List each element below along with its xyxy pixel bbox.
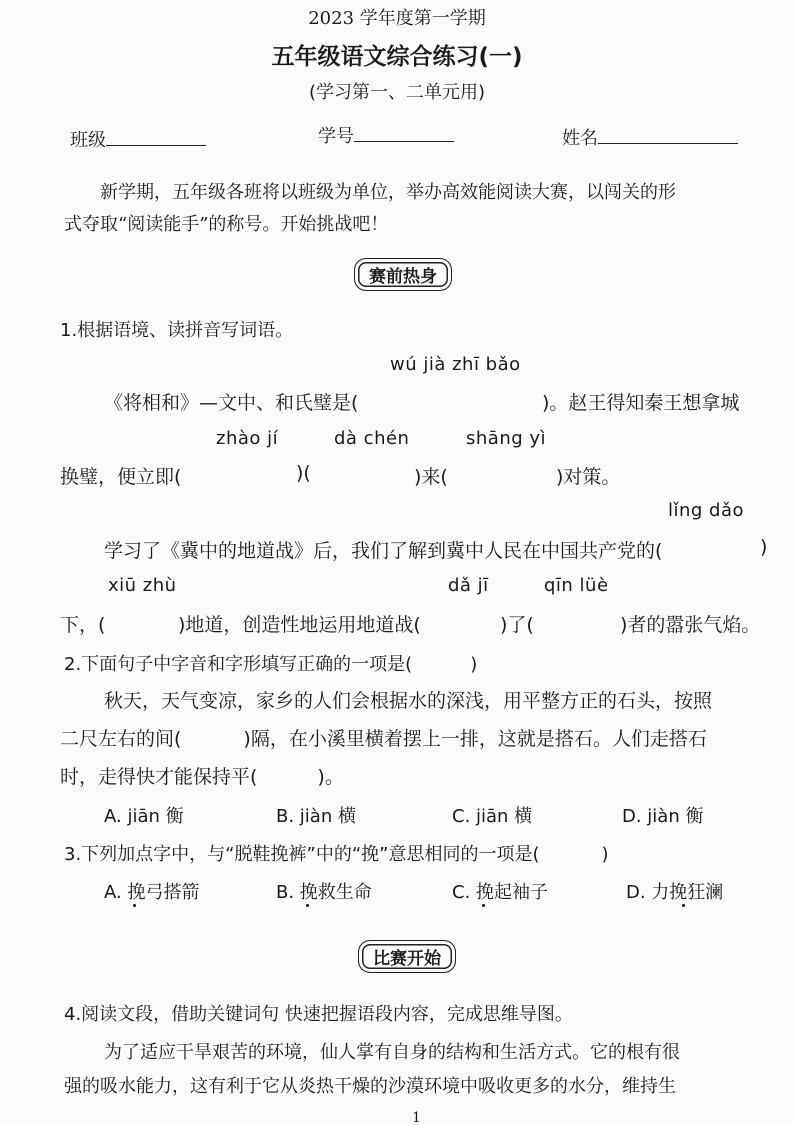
q1-pinyin-3: lǐng dǎo <box>668 500 745 521</box>
q2-heading <box>64 650 477 676</box>
q1-line-2c: )来( <box>414 466 448 488</box>
q1-line-2a: 换璧，便立即( <box>60 466 182 488</box>
q1-pinyin-4b: dǎ jī <box>448 575 489 596</box>
q2-passage-3a: 时，走得快才能保持平( <box>60 766 258 788</box>
q1-pinyin-1: wú jià zhī bǎo <box>390 354 521 375</box>
q4-passage-2: 强的吸水能力，这有利于它从炎热干燥的沙漠环境中吸收更多的水分，维持生 <box>64 1076 676 1097</box>
emphasis-dot-d <box>682 904 685 907</box>
q2-option-d[interactable]: D. jiàn 衡 <box>622 806 704 827</box>
name-field <box>562 124 738 150</box>
intro-line-1: 新学期，五年级各班将以班级为单位，举办高效能阅读大赛，以闯关的形 <box>100 182 676 203</box>
q1-line-4b: )地道，创造性地运用地道战( <box>178 614 421 636</box>
page-title: 五年级语文综合练习(一) <box>271 44 523 70</box>
q2-passage-3 <box>60 762 344 789</box>
q2-passage-3b: )。 <box>317 766 344 788</box>
page-number: 1 <box>412 1110 421 1126</box>
q1-pinyin-2b: dà chén <box>334 428 410 449</box>
emphasis-dot-b <box>306 904 309 907</box>
name-blank[interactable] <box>598 127 738 144</box>
number-field <box>318 122 454 148</box>
intro-line-2: 式夺取“阅读能手”的称号。开始挑战吧！ <box>64 214 389 235</box>
q3-heading-close: ) <box>601 844 609 865</box>
q1-line-1b: )。赵王得知秦王想拿城 <box>542 392 740 414</box>
q1-line-1a: 《将相和》—文中、和氏璧是( <box>104 392 359 414</box>
q1-heading: 1.根据语境、读拼音写词语。 <box>60 320 294 341</box>
class-blank[interactable] <box>106 129 206 146</box>
q2-heading-text: 2.下面句子中字音和字形填写正确的一项是( <box>64 654 413 675</box>
q2-passage-2a: 二尺左右的间( <box>60 728 182 750</box>
q1-line-4c: )了( <box>500 614 534 636</box>
section-badge-contest: 比赛开始 <box>358 940 456 973</box>
page-subtitle: (学习第一、二单元用) <box>308 82 486 103</box>
q2-passage-2b: )隔，在小溪里横着摆上一排，这就是搭石。人们走搭石 <box>243 728 707 750</box>
q3-heading-text: 3.下列加点字中，与“脱鞋挽裤”中的“挽”意思相同的一项是( <box>64 844 540 865</box>
name-label: 姓名 <box>562 128 598 149</box>
q1-line-2d: )对策。 <box>556 466 621 488</box>
q2-heading-close: ) <box>470 654 478 675</box>
section-badge-warmup: 赛前热身 <box>354 258 452 291</box>
q1-line-3b: ) <box>760 536 768 558</box>
q2-option-c[interactable]: C. jiān 横 <box>452 806 533 827</box>
emphasis-dot-a <box>133 904 136 907</box>
q3-heading <box>64 840 609 866</box>
q3-option-c[interactable]: C. 挽起袖子 <box>452 882 549 903</box>
q4-passage-1: 为了适应干旱艰苦的环境，仙人掌有自身的结构和生活方式。它的根有很 <box>104 1042 680 1063</box>
q2-passage-2 <box>60 724 707 751</box>
number-blank[interactable] <box>354 125 454 142</box>
q1-pinyin-4a: xiū zhù <box>108 575 177 596</box>
q1-line-3a: 学习了《冀中的地道战》后，我们了解到冀中人民在中国共产党的( <box>104 540 663 562</box>
q2-option-b[interactable]: B. jiàn 横 <box>276 806 356 827</box>
emphasis-dot-c <box>482 904 485 907</box>
q3-option-b[interactable]: B. 挽救生命 <box>276 882 372 903</box>
q1-line-4a: 下，( <box>60 614 106 636</box>
q1-pinyin-4c: qīn lüè <box>544 575 609 596</box>
number-label: 学号 <box>318 126 354 147</box>
q1-line-2b: )( <box>296 462 311 484</box>
q3-option-a[interactable]: A. 挽弓搭箭 <box>104 882 200 903</box>
q1-pinyin-2a: zhào jí <box>216 428 279 449</box>
q4-heading: 4.阅读文段，借助关键词句 快速把握语段内容，完成思维导图。 <box>64 1004 573 1025</box>
q2-passage-1: 秋天，天气变凉，家乡的人们会根据水的深浅，用平整方正的石头，按照 <box>104 690 713 712</box>
q3-option-d[interactable]: D. 力挽狂澜 <box>626 882 724 903</box>
q2-option-a[interactable]: A. jiān 衡 <box>104 806 184 827</box>
class-field <box>70 126 206 152</box>
class-label: 班级 <box>70 130 106 151</box>
q1-pinyin-2c: shāng yì <box>466 428 547 449</box>
term-heading: 2023 学年度第一学期 <box>308 8 486 29</box>
q1-line-4d: )者的嚣张气焰。 <box>620 614 761 636</box>
